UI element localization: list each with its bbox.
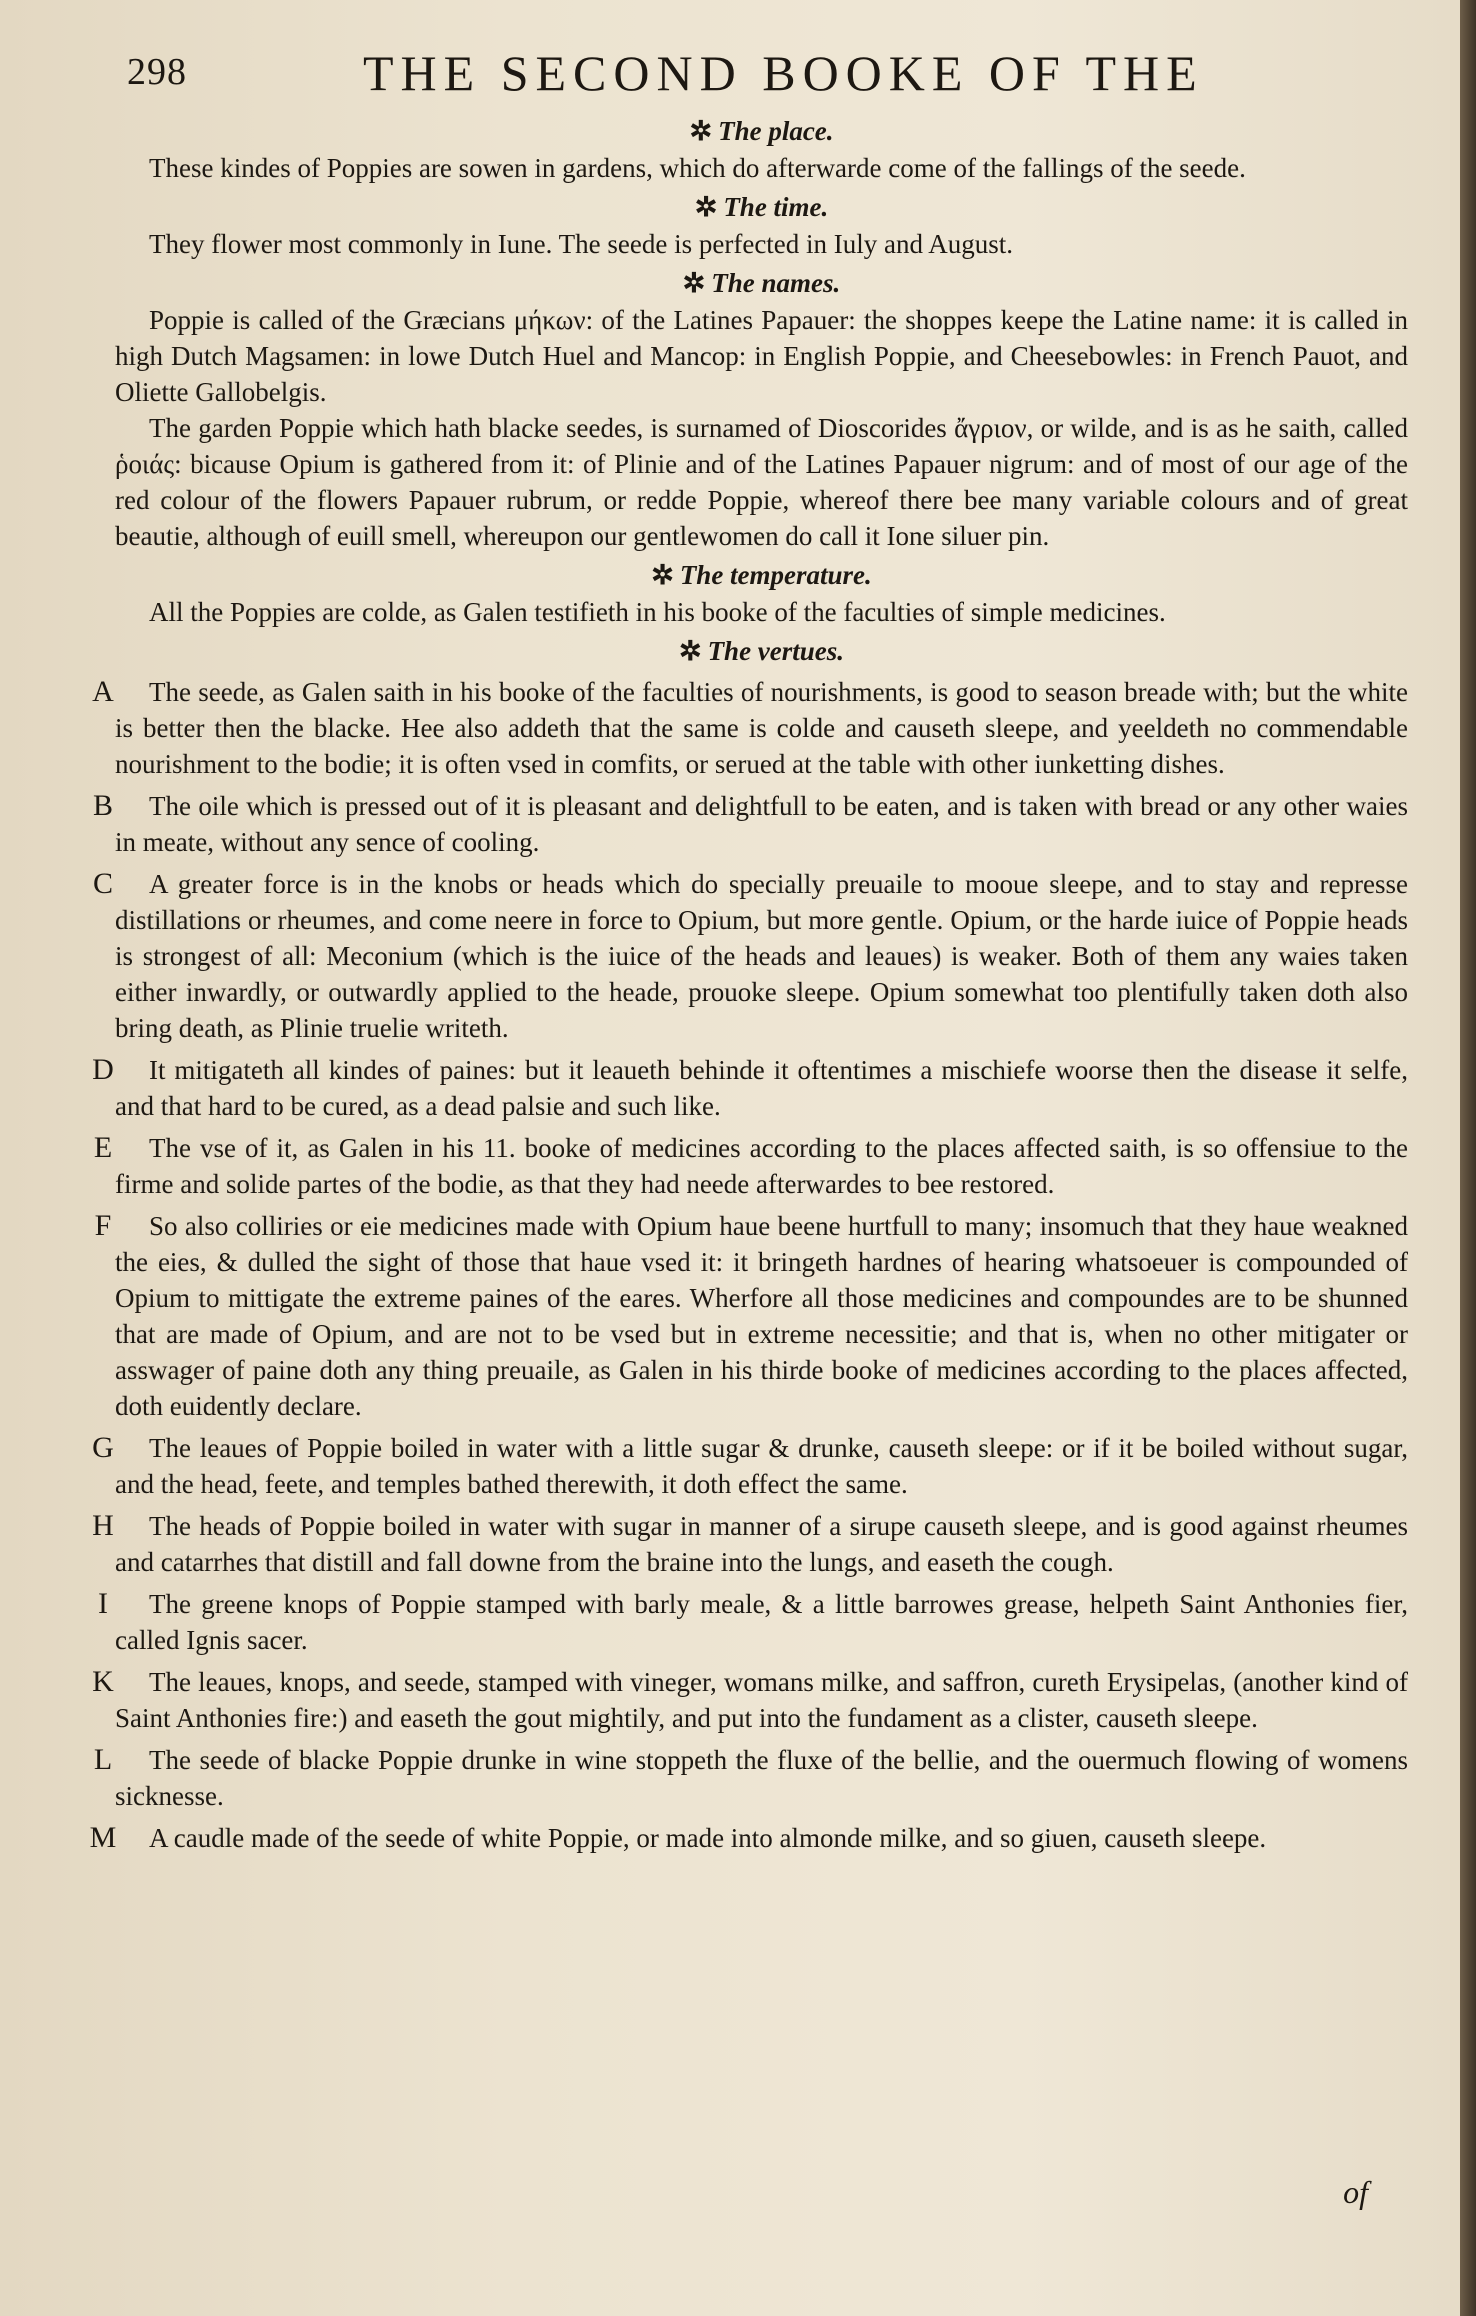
vertue-text: The heads of Poppie boiled in water with sugar in manner of a sirupe causeth sleepe, and is good against rheumes and catarrhes that distill and fall downe from the braine into the lungs, and easeth the cough. — [115, 1511, 1408, 1577]
vertue-item-h — [92, 1508, 1408, 1580]
margin-letter: C — [92, 867, 113, 900]
paragraph-temperature: All the Poppies are colde, as Galen testifieth in his booke of the faculties of simple medicines. — [149, 597, 1166, 627]
margin-letter: A — [92, 675, 114, 708]
vertue-text: The oile which is pressed out of it is pleasant and delightfull to be eaten, and is taken with bread or any other waies in meate, without any sence of cooling. — [115, 791, 1408, 857]
paragraph-time: They flower most commonly in Iune. The seede is perfected in Iuly and August. — [149, 229, 1014, 259]
section-heading-place: ✲ The place. — [689, 116, 834, 146]
star-ornament-icon: ✲ — [678, 636, 702, 666]
vertue-text: The leaues of Poppie boiled in water with a little sugar & drunke, causeth sleepe: or if it be boiled without sugar, and the head, feete, and temples bathed therewith, it doth effect the same. — [115, 1433, 1408, 1499]
star-ornament-icon: ✲ — [689, 116, 713, 146]
margin-letter: I — [98, 1587, 108, 1620]
paragraph-place: These kindes of Poppies are sowen in gardens, which do afterwarde come of the fallings of the seede. — [149, 153, 1246, 183]
star-ornament-icon: ✲ — [682, 268, 706, 298]
section-heading-names: ✲ The names. — [682, 268, 841, 298]
section-heading-vertues: ✲ The vertues. — [678, 636, 845, 666]
paragraph-names-2: The garden Poppie which hath blacke seedes, is surnamed of Dioscorides ἄγριον, or wilde, and is as he saith, called ῥοιάς: bicause Opium is gathered from it: of Plinie and of the Latines Papauer nigrum: and of most of our age of the red colour of the flowers Papauer rubrum, or redde Poppie, whereof there bee many variable colours and of great beautie, although of euill smell, whereupon our gentlewomen do call it Ione siluer pin. — [115, 413, 1408, 551]
page-number: 298 — [127, 51, 187, 93]
section-heading-temperature: ✲ The temperature. — [651, 560, 872, 590]
vertue-item-f — [94, 1208, 1408, 1424]
vertue-text: The greene knops of Poppie stamped with barly meale, & a little barrowes grease, helpeth Saint Anthonies fier, called Ignis sacer. — [115, 1589, 1408, 1655]
vertue-text: A caudle made of the seede of white Poppie, or made into almonde milke, and so giuen, causeth sleepe. — [149, 1823, 1267, 1853]
section-heading-time: ✲ The time. — [694, 192, 829, 222]
margin-letter: E — [93, 1131, 113, 1164]
margin-letter: B — [92, 789, 113, 822]
vertue-item-k — [92, 1664, 1408, 1736]
vertue-text: A greater force is in the knobs or heads which do specially preuaile to mooue sleepe, and to stay and represse distillations or rheumes, and come neere in force to Opium, but more gentle. Opium, or the harde iuice of Poppie heads is strongest of all: Meconium (which is the iuice of the heads and leaues) is weaker. Both of them any waies taken either inwardly, or outwardly applied to the heade, prouoke sleepe. Opium somewhat too plentifully taken doth also bring death, as Plinie truelie writeth. — [115, 869, 1408, 1043]
vertues-list — [89, 674, 1408, 1856]
vertue-text: It mitigateth all kindes of paines: but it leaueth behinde it oftentimes a mischiefe woorse then the disease it selfe, and that hard to be cured, as a dead palsie and such like. — [115, 1055, 1408, 1121]
vertue-text: The seede of blacke Poppie drunke in wine stoppeth the fluxe of the bellie, and the ouermuch flowing of womens sicknesse. — [115, 1745, 1408, 1811]
vertue-text: So also colliries or eie medicines made with Opium haue beene hurtfull to many; insomuch that they haue weakned the eies, & dulled the sight of those that haue vsed it: it bringeth hardnes of hearing whatsoeuer is compounded of Opium to mittigate the extreme paines of the eares. Wherfore all those medicines and compoundes are to be shunned that are made of Opium, and are not to be vsed but in extreme necessitie; and that is, when no other mitigater or asswager of paine doth any thing preuaile, as Galen in his thirde booke of medicines according to the places affected, doth euidently declare. — [115, 1211, 1408, 1421]
margin-letter: H — [92, 1509, 114, 1542]
star-ornament-icon: ✲ — [651, 560, 674, 590]
vertue-item-g — [92, 1430, 1408, 1502]
vertue-item-i — [98, 1586, 1408, 1658]
vertue-text: The vse of it, as Galen in his 11. booke of medicines according to the places affected saith, is so offensiue to the firme and solide partes of the bodie, as that they had neede afterwardes to bee restored. — [115, 1133, 1408, 1199]
vertue-text: The seede, as Galen saith in his booke of the faculties of nourishments, is good to season breade with; but the white is better then the blacke. Hee also addeth that the same is colde and causeth sleepe, and yeeldeth no commendable nourishment to the bodie; it is often vsed in comfits, or serued at the table with other iunketting dishes. — [115, 677, 1408, 779]
margin-letter: G — [92, 1431, 114, 1464]
vertue-item-m — [89, 1820, 1408, 1856]
margin-letter: K — [92, 1665, 114, 1698]
vertue-item-a — [92, 674, 1408, 782]
running-title: THE SECOND BOOKE OF THE — [363, 45, 1204, 101]
vertue-text: The leaues, knops, and seede, stamped with vineger, womans milke, and saffron, cureth Erysipelas, (another kind of Saint Anthonies fire:) and easeth the gout mightily, and put into the fundament as a clister, causeth sleepe. — [115, 1667, 1408, 1733]
vertue-item-l — [93, 1742, 1408, 1814]
vertue-item-b — [92, 788, 1408, 860]
page-edge — [1460, 0, 1476, 2316]
star-ornament-icon: ✲ — [694, 192, 718, 222]
vertue-item-c — [92, 866, 1408, 1046]
paragraph-names-1: Poppie is called of the Græcians μήκων: of the Latines Papauer: the shoppes keepe the Latine name: it is called in high Dutch Magsamen: in lowe Dutch Huel and Mancop: in English Poppie, and Cheesebowles: in French Pauot, and Oliette Gallobelgis. — [115, 305, 1408, 407]
catchword: of — [1343, 2174, 1368, 2210]
margin-letter: D — [92, 1053, 114, 1086]
margin-letter: M — [89, 1821, 117, 1854]
vertue-item-d — [92, 1052, 1408, 1124]
page-header — [127, 44, 1408, 110]
vertue-item-e — [93, 1130, 1408, 1202]
margin-letter: F — [94, 1209, 112, 1242]
margin-letter: L — [93, 1743, 113, 1776]
